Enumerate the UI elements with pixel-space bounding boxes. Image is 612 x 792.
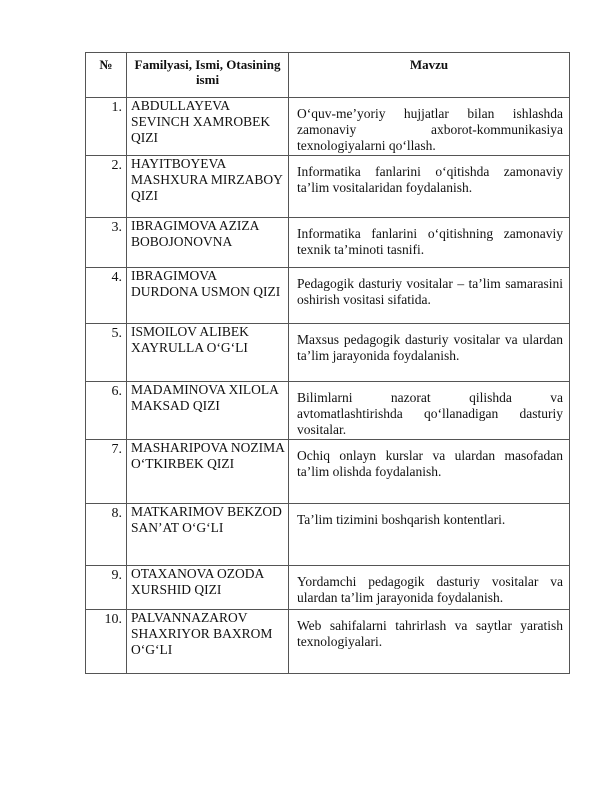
table-row bbox=[86, 566, 570, 610]
row-number: 6. bbox=[86, 382, 127, 440]
student-topics-table bbox=[85, 52, 570, 674]
row-student-name: MATKARIMOV BEKZOD SAN’AT O‘G‘LI bbox=[127, 504, 289, 566]
table-row bbox=[86, 268, 570, 324]
row-topic: O‘quv-me’yoriy hujjatlar bilan ishlashda zamonaviy axborot-kommunikasiya texnologiyalarni qo‘llash. bbox=[289, 98, 570, 156]
row-topic: Bilimlarni nazorat qilishda va avtomatlashtirishda qo‘llanadigan dasturiy vositalar. bbox=[289, 382, 570, 440]
row-student-name: MASHARIPOVA NOZIMA O‘TKIRBEK QIZI bbox=[127, 440, 289, 504]
header-name: Familyasi, Ismi, Otasining ismi bbox=[127, 53, 289, 98]
table-row bbox=[86, 324, 570, 382]
row-student-name: PALVANNAZAROV SHAXRIYOR BAXROM O‘G‘LI bbox=[127, 610, 289, 674]
table-row bbox=[86, 218, 570, 268]
row-student-name: OTAXANOVA OZODA XURSHID QIZI bbox=[127, 566, 289, 610]
row-student-name: HAYITBOYEVA MASHXURA MIRZABOY QIZI bbox=[127, 156, 289, 218]
row-number: 7. bbox=[86, 440, 127, 504]
row-student-name: IBRAGIMOVA AZIZA BOBOJONOVNA bbox=[127, 218, 289, 268]
table-row bbox=[86, 156, 570, 218]
row-topic: Ta’lim tizimini boshqarish kontentlari. bbox=[289, 504, 570, 566]
row-number: 10. bbox=[86, 610, 127, 674]
row-student-name: ISMOILOV ALIBEK XAYRULLA O‘G‘LI bbox=[127, 324, 289, 382]
row-topic: Yordamchi pedagogik dasturiy vositalar va ulardan ta’lim jarayonida foydalanish. bbox=[289, 566, 570, 610]
table-header-row bbox=[86, 53, 570, 98]
row-number: 2. bbox=[86, 156, 127, 218]
table-row bbox=[86, 610, 570, 674]
row-number: 8. bbox=[86, 504, 127, 566]
row-number: 1. bbox=[86, 98, 127, 156]
header-topic: Mavzu bbox=[289, 53, 570, 98]
row-student-name: IBRAGIMOVA DURDONA USMON QIZI bbox=[127, 268, 289, 324]
table-row bbox=[86, 440, 570, 504]
row-number: 9. bbox=[86, 566, 127, 610]
row-number: 3. bbox=[86, 218, 127, 268]
row-number: 4. bbox=[86, 268, 127, 324]
row-topic: Maxsus pedagogik dasturiy vositalar va ulardan ta’lim jarayonida foydalanish. bbox=[289, 324, 570, 382]
row-topic: Informatika fanlarini o‘qitishning zamonaviy texnik ta’minoti tasnifi. bbox=[289, 218, 570, 268]
row-number: 5. bbox=[86, 324, 127, 382]
header-number: № bbox=[86, 53, 127, 98]
row-topic: Ochiq onlayn kurslar va ulardan masofadan ta’lim olishda foydalanish. bbox=[289, 440, 570, 504]
row-topic: Web sahifalarni tahrirlash va saytlar yaratish texnologiyalari. bbox=[289, 610, 570, 674]
table-row bbox=[86, 504, 570, 566]
row-topic: Informatika fanlarini o‘qitishda zamonaviy ta’lim vositalaridan foydalanish. bbox=[289, 156, 570, 218]
row-student-name: ABDULLAYEVA SEVINCH XAMROBEK QIZI bbox=[127, 98, 289, 156]
row-topic: Pedagogik dasturiy vositalar – ta’lim samarasini oshirish vositasi sifatida. bbox=[289, 268, 570, 324]
table-row bbox=[86, 382, 570, 440]
table-row bbox=[86, 98, 570, 156]
table-body bbox=[86, 98, 570, 674]
row-student-name: MADAMINOVA XILOLA MAKSAD QIZI bbox=[127, 382, 289, 440]
